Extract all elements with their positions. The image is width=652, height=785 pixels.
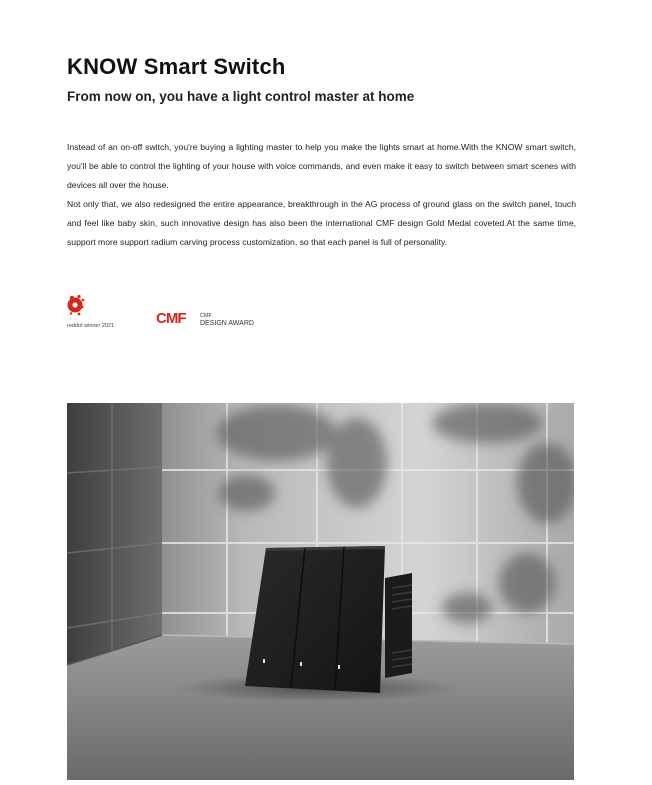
cmf-logo-icon: CMF: [156, 310, 186, 327]
description: [67, 138, 576, 252]
cmf-small-label: CMF: [200, 313, 212, 319]
product-photo: [67, 403, 574, 780]
page-title: KNOW Smart Switch: [67, 54, 286, 79]
description-paragraph-1: Instead of an on-off switch, you're buying a lighting master to help you make the lights smart at home.With the KNOW smart switch, you'll be able to control the lighting of your house with voice commands, and even make it easy to switch between smart scenes with devices all over the house.: [67, 142, 576, 190]
cmf-award: [156, 311, 276, 331]
smart-switch-photo-illustration: [67, 403, 574, 780]
reddot-award: [67, 294, 137, 336]
reddot-caption: reddot winner 2021: [67, 323, 115, 329]
cmf-design-award-label: DESIGN AWARD: [200, 320, 254, 327]
description-paragraph-2: Not only that, we also redesigned the entire appearance, breakthrough in the AG process of ground glass on the switch panel, touch and feel like baby skin, such innovative design has also been the international CMF design Gold Medal coveted.At the same time, support more support radium carving process customization, so that each panel is full of personality.: [67, 199, 576, 247]
switch-panel: [245, 546, 385, 693]
awards-row: [67, 294, 367, 339]
page-subtitle: From now on, you have a light control master at home: [67, 89, 415, 104]
reddot-logo-icon: [67, 294, 91, 320]
